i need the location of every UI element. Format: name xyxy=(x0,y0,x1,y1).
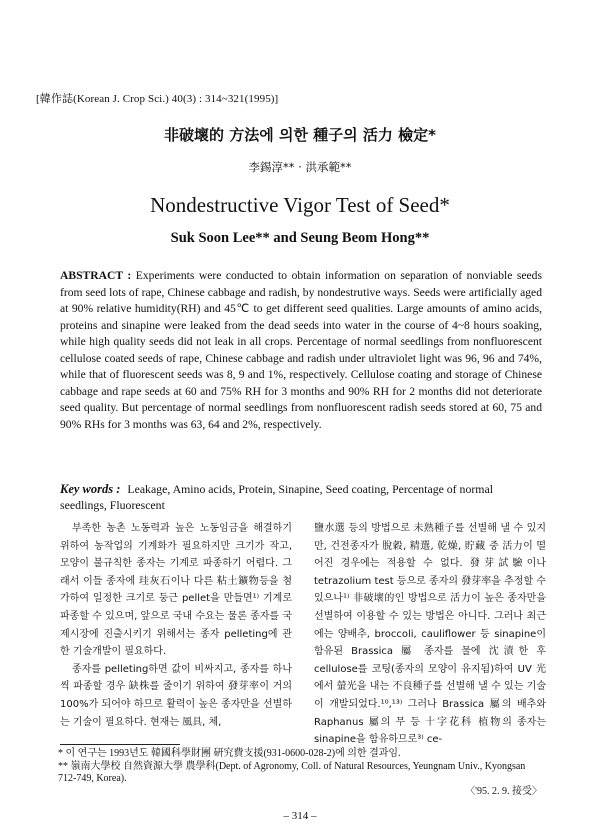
body-right-column xyxy=(314,520,546,749)
abstract-text: Experiments were conducted to obtain information on separation of nonviable seeds from seed lots of rape, Chinese cabbage and radish, by nondestrutive ways. Seeds were artificially aged at 90% relative humidity(RH) and 45℃ to get different seed qualities. Large amounts of amino acids, proteins and sinapine were leaked from the dead seeds into water in the course of 4~8 hours soaking, while high quality seeds did not leak in all crops. Percentage of normal seedlings from nonfluorescent cellulose coated seeds of rape, Chinese cabbage and radish under ultraviolet light was 96, 96 and 74%, while that of fluorescent seeds was 8, 9 and 1%, respectively. Cellulose coating and storage of Chinese cabbage and rape seeds at 60 and 75% RH for 3 months and 90% RH for 2 months did not deteriorate seed quality. But percentage of normal seedlings from nonfluorescent radish seeds stored at 60, 75 and 90% RHs for 3 months was 63, 64 and 2%, respectively. xyxy=(60,269,542,431)
keywords-label: Key words : xyxy=(60,482,121,496)
body-paragraph: 鹽水選 등의 방법으로 未熟種子를 선별해 낼 수 있지만, 건전종자가 脫穀, 精選, 乾燥, 貯藏 중 活力이 떨어진 경우에는 적용할 수 없다. 發芽試驗이나 tetrazolium test 등으로 종자의 發芽率을 추정할 수 있으나¹⁾ 非破壞的인 방법으로 活力이 높은 종자만을 선별하여 이용할 수 있는 방법은 아니다. 그러나 최근에는 양배추, broccoli, cauliflower 등 sinapine이 함유된 Brassica 屬 종자를 물에 沈漬한 후 cellulose를 코팅(종자의 모양이 유지됨)하여 UV 光에서 螢光을 내는 不良種子를 선별해 낼 수 있는 기술이 개발되었다.¹⁰,¹³⁾ 그러나 Brassica 屬의 배추와 Raphanus 屬의 무 등 十字花科 植物의 종자는 sinapine을 함유하므로³⁾ ce- xyxy=(314,523,546,746)
abstract xyxy=(60,268,542,433)
footnote-affiliation xyxy=(58,761,542,786)
korean-authors: 李錫淳** · 洪承範** xyxy=(248,160,352,174)
korean-title: 非破壞的 方法에 의한 種子의 活力 檢定* xyxy=(164,126,436,144)
journal-citation: [韓作誌(Korean J. Crop Sci.) 40(3) : 314~321(1995)] xyxy=(36,93,279,105)
footnote-divider xyxy=(60,744,180,745)
footnote-affiliation-text: ** 嶺南大學校 自然資源大學 農學科(Dept. of Agronomy, Coll. of Natural Resources, Yeungnam Univ., Kyongsan 712-749, Korea). xyxy=(58,760,526,784)
footnotes xyxy=(58,748,542,798)
page-number: – 314 – xyxy=(283,810,317,822)
keywords xyxy=(60,481,542,513)
keywords-text: Leakage, Amino acids, Protein, Sinapine, Seed coating, Percentage of normal seedlings, Fluorescent xyxy=(60,482,493,512)
body-paragraph: 종자를 pelleting하면 값이 비싸지고, 종자를 하나씩 파종할 경우 缺株를 줄이기 위하여 發芽率이 거의 100%가 되어야 하므로 활력이 높은 종자만을 선별하는 기술이 필요하다. 현재는 風具, 체, xyxy=(60,663,292,728)
english-title: Nondestructive Vigor Test of Seed* xyxy=(150,193,450,217)
abstract-label: ABSTRACT : xyxy=(60,269,132,282)
body-left-column xyxy=(60,520,292,731)
body-paragraph: 부족한 농촌 노동력과 높은 노동임금을 해결하기 위하여 농작업의 기계화가 필요하지만 크기가 작고, 모양이 불규칙한 종자는 기계로 파종하기 어렵다. 그래서 이들 종자에 珪灰石이나 다른 粘土鑛物등을 첨가하여 일정한 크기로 둥근 pellet을 만들면¹⁾ 기계로 파종할 수 있으며, 앞으로 국내 수요는 물론 종자를 국제시장에 진출시키기 위해서는 종자 pelleting에 관한 기술개발이 필요하다. xyxy=(60,523,292,658)
english-authors: Suk Soon Lee** and Seung Beom Hong** xyxy=(170,230,430,246)
received-date: 〈'95. 2. 9. 接受〉 xyxy=(465,785,542,797)
footnote-funding: * 이 연구는 1993년도 韓國科學財團 硏究費支援(931-0600-028-2)에 의한 결과임. xyxy=(58,748,401,759)
